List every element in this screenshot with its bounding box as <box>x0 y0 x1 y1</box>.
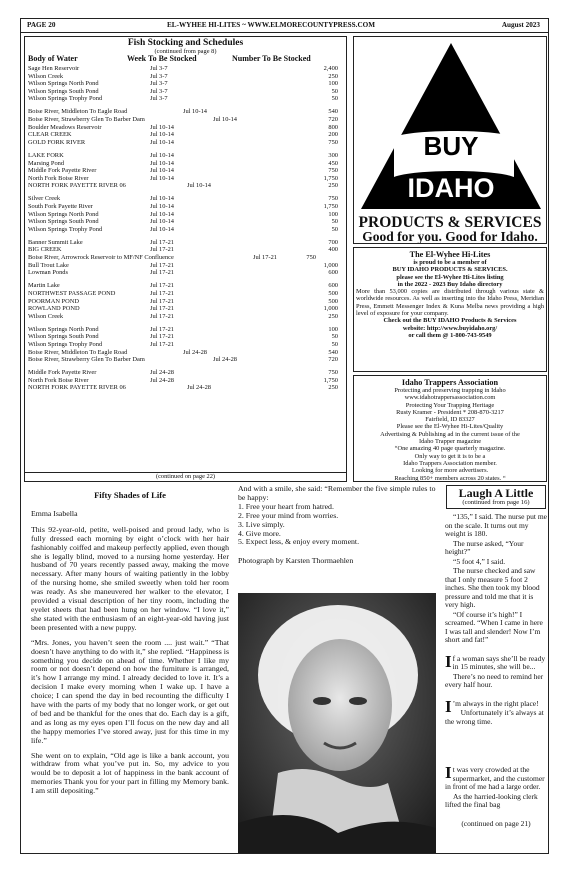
stock-week: Jul 10-14 <box>150 131 174 139</box>
stock-count: 500 <box>328 289 338 297</box>
stock-count: 250 <box>328 182 338 190</box>
drop-cap: I <box>445 696 452 716</box>
water-name: CLEAR CREEK <box>28 131 72 139</box>
rules-intro: And with a smile, she said: “Remember the five simple rules to be happy: <box>238 484 436 502</box>
stock-week: Jul 10-14 <box>150 225 174 233</box>
eye-right-shape <box>349 697 367 705</box>
water-name: POORMAN POND <box>28 297 79 305</box>
stock-count: 1,750 <box>323 376 338 384</box>
fish-table-row <box>25 254 346 262</box>
water-name: BIG CREEK <box>28 246 62 254</box>
el-wyhee-line1: is proud to be a member of <box>413 259 487 266</box>
stock-count: 250 <box>328 384 338 392</box>
fish-table-row <box>25 152 346 160</box>
trappers-line: Protecting Your Trapping Heritage <box>405 401 495 409</box>
water-name: North Fork Boise River <box>28 376 89 384</box>
stock-week: Jul 10-14 <box>150 159 174 167</box>
stock-count: 1,000 <box>323 261 338 269</box>
stock-week: Jul 17-21 <box>150 269 174 277</box>
fish-table-row <box>25 333 346 341</box>
joke-text: ’m always in the right place! <box>452 698 539 708</box>
stock-count: 800 <box>328 123 338 131</box>
drop-cap: I <box>445 651 452 671</box>
page-header <box>21 19 548 33</box>
column-number: Number To Be Stocked <box>232 54 311 63</box>
stock-count: 2,400 <box>323 65 338 72</box>
fish-table-row <box>25 203 346 211</box>
water-name: Martin Lake <box>28 282 60 290</box>
stock-count: 50 <box>331 95 338 103</box>
stock-count: 1,750 <box>323 174 338 182</box>
water-name: Wilson Springs South Pond <box>28 218 99 226</box>
stock-week: Jul 3-7 <box>150 65 168 72</box>
trappers-line: www.idahotrappersassociation.com <box>404 394 496 402</box>
trappers-line: Idaho Trapper magazine <box>418 438 482 446</box>
fish-continued-note: (continued on page 22) <box>25 472 346 481</box>
article-author: Emma Isabella <box>31 508 78 518</box>
stock-week: Jul 10-14 <box>150 138 174 146</box>
laugh-continued-note: (continued on page 21) <box>461 818 531 828</box>
column-body-of-water: Body of Water <box>28 54 78 63</box>
joke-paragraph: The nurse asked, “Your height?” <box>445 538 524 556</box>
stock-count: 720 <box>328 116 338 124</box>
portrait-illustration <box>238 593 436 853</box>
fish-table-row <box>25 298 346 306</box>
water-name: Silver Creek <box>28 195 61 203</box>
stock-count: 250 <box>328 312 338 320</box>
water-name: Wilson Springs North Pond <box>28 325 99 333</box>
fish-table-row <box>25 239 346 247</box>
laugh-title: Laugh A Little <box>458 486 534 500</box>
stock-count: 200 <box>328 131 338 139</box>
el-wyhee-line4: in the 2022 - 2023 Buy Idaho directory <box>397 280 503 288</box>
column-week: Week To Be Stocked <box>127 54 197 63</box>
fish-table-row <box>25 269 346 277</box>
stock-count: 250 <box>328 72 338 80</box>
stock-week: Jul 10-14 <box>150 123 174 131</box>
joke-paragraph: “5 foot 4,” I said. <box>453 556 506 566</box>
rule-item: 4. Give more. <box>238 528 281 538</box>
stock-week: Jul 17-21 <box>150 238 174 246</box>
stock-week: Jul 10-14 <box>150 167 174 175</box>
stock-count: 100 <box>328 210 338 218</box>
fish-stocking-box <box>24 36 347 482</box>
joke-paragraph: The nurse checked and saw that I only measure 5 foot 2 inches. She then took my blood pressure and told me that it is very high. <box>445 566 540 609</box>
elderly-woman-photo <box>238 593 436 853</box>
fish-table-header <box>25 55 346 65</box>
page-number: PAGE 20 <box>27 21 56 29</box>
newspaper-page <box>20 18 549 854</box>
fish-table-row <box>25 124 346 132</box>
fish-table-row <box>25 218 346 226</box>
logo-buy-text: BUY <box>423 131 479 161</box>
stock-count: 300 <box>328 151 338 159</box>
water-name: NORTHWEST PASSAGE POND <box>28 289 116 297</box>
stock-count: 700 <box>328 238 338 246</box>
trappers-line: Fairfield, ID 83327 <box>425 416 475 424</box>
stock-count: 750 <box>328 138 338 146</box>
publication-title: EL-WYHEE HI-LITES ~ WWW.ELMORECOUNTYPRESS.COM <box>167 21 376 29</box>
fish-table-row <box>25 108 346 116</box>
stock-count: 600 <box>328 282 338 290</box>
article-title: Fifty Shades of Life <box>94 490 166 500</box>
stock-count: 750 <box>328 167 338 175</box>
stock-count: 540 <box>328 108 338 116</box>
stock-week: Jul 17-21 <box>150 246 174 254</box>
stock-count: 750 <box>328 195 338 203</box>
stock-count: 600 <box>328 269 338 277</box>
stock-count: 450 <box>328 159 338 167</box>
stock-count: 750 <box>328 369 338 377</box>
laugh-a-little-header <box>446 485 546 509</box>
joke-block <box>445 763 547 810</box>
water-name: Banner Summit Lake <box>28 238 83 246</box>
stock-count: 50 <box>331 87 338 95</box>
fish-table-row <box>25 313 346 321</box>
stock-count: 50 <box>331 333 338 341</box>
stock-count: 400 <box>328 246 338 254</box>
trappers-line: Looking for more advertisers. <box>411 467 489 475</box>
logo-idaho-text: IDAHO <box>407 173 495 203</box>
joke-paragraph: “135,” I said. The nurse put me on the scale. It turns out my weight is 180. <box>445 512 548 538</box>
trappers-line: “One amazing 40 page quarterly magazine. <box>394 445 506 453</box>
el-wyhee-member-box <box>353 247 547 372</box>
stock-week: Jul 17-21 <box>150 333 174 341</box>
stock-week: Jul 24-28 <box>187 384 211 392</box>
article-paragraph: This 92-year-old, petite, well-poised and proud lady, who is fully dressed each morning by eight o’clock with her hair fashionably coiffed and makeup perfectly applied, even though she is legally blind, moved to a nursing home yesterday. Her husband of 70 years recently passed away, making the move necessary. After many hours of waiting patiently in the lobby of the nursing home, she smiled sweetly when told her room was ready. As she maneuvered her walker to the elevator, I provided a visual description of her tiny room, including the eyelet sheets that had been hung on her window. “I love it,” she stated with the enthusiasm of an eight-year-old having just been presented with a new puppy. <box>31 524 229 632</box>
trappers-line: Only way to get it is to be a <box>414 452 486 460</box>
fish-table-row <box>25 246 346 254</box>
joke-text: There’s no need to remind her every half hour. <box>445 671 544 689</box>
eye-left-shape <box>313 697 331 705</box>
buy-idaho-logo <box>354 37 547 213</box>
fish-table-row <box>25 384 346 392</box>
buy-idaho-phone: or call them @ 1-800-743-9549 <box>408 331 492 339</box>
stock-count: 50 <box>331 225 338 233</box>
water-name: GOLD FORK RIVER <box>28 138 86 146</box>
trappers-line: Reaching 850+ members across 20 states. “ <box>394 474 506 482</box>
idaho-trappers-box <box>353 375 547 482</box>
water-name: Marsing Pond <box>28 159 65 167</box>
joke-block <box>445 651 547 690</box>
stock-week: Jul 10-14 <box>150 151 174 159</box>
water-name: Wilson Springs South Pond <box>28 87 99 95</box>
rule-item: 3. Live simply. <box>238 519 285 529</box>
stock-week: Jul 24-28 <box>213 356 237 364</box>
stock-count: 1,750 <box>323 203 338 210</box>
fish-table-row <box>25 341 346 349</box>
el-wyhee-check-out: Check out the BUY IDAHO Products & Services <box>383 317 517 325</box>
stock-week: Jul 3-7 <box>150 80 168 88</box>
stock-week: Jul 10-14 <box>150 174 174 182</box>
water-name: NORTH FORK PAYETTE RIVER 06 <box>28 182 126 190</box>
article-paragraph: She went on to explain, “Old age is like a bank account, you withdraw from what you’ve put in. So, my advice to you would be to deposit a lot of happiness in the bank account of memories Thank you for your part in filling my Memory bank. I am still depositing.” <box>31 750 229 796</box>
stock-week: Jul 17-21 <box>150 282 174 290</box>
stock-count: 500 <box>328 297 338 305</box>
stock-week: Jul 24-28 <box>150 376 174 384</box>
water-name: Middle Fork Payette River <box>28 369 97 377</box>
stock-week: Jul 17-21 <box>150 289 174 297</box>
stock-week: Jul 10-14 <box>183 108 207 116</box>
fish-table-row <box>25 175 346 183</box>
fish-table-row <box>25 369 346 377</box>
rule-item: 1. Free your heart from hatred. <box>238 501 334 511</box>
fish-table-row <box>25 73 346 81</box>
fish-table-row <box>25 80 346 88</box>
trappers-line: Advertising & Publishing ad in the current issue of the <box>380 430 520 438</box>
fish-table-row <box>25 88 346 96</box>
trappers-line: Idaho Trappers Association member. <box>403 459 497 467</box>
fish-table-row <box>25 65 346 73</box>
drop-cap: I <box>445 763 452 782</box>
stock-week: Jul 24-28 <box>183 348 207 356</box>
fish-subtitle: (continued from page 8) <box>154 48 217 55</box>
fish-table-row <box>25 116 346 124</box>
fish-table-row <box>25 349 346 357</box>
trappers-line: Please see the El-Wyhee Hi-Lites/Quality <box>396 423 504 431</box>
water-name: Wilson Springs South Pond <box>28 333 99 341</box>
water-name: South Fork Payette River <box>28 203 93 210</box>
stock-week: Jul 17-21 <box>253 254 277 262</box>
fish-table-row <box>25 195 346 203</box>
buy-idaho-slogan: Good for you. Good for Idaho. <box>362 229 538 244</box>
water-name: Wilson Springs Trophy Pond <box>28 341 103 348</box>
el-wyhee-body <box>354 259 546 339</box>
stock-count: 750 <box>306 254 316 262</box>
stock-count: 540 <box>328 348 338 356</box>
water-name: North Fork Boise River <box>28 174 89 182</box>
water-name: Boise River, Middleton To Eagle Road <box>28 108 128 116</box>
fish-table-row <box>25 182 346 190</box>
joke-block <box>445 696 547 727</box>
fish-table-row <box>25 290 346 298</box>
water-name: Lowman Ponds <box>28 269 68 277</box>
water-name: Wilson Springs Trophy Pond <box>28 225 103 233</box>
water-name: Wilson Creek <box>28 312 64 320</box>
stock-week: Jul 3-7 <box>150 95 168 103</box>
rule-item: 5. Expect less, & enjoy every moment. <box>238 537 360 547</box>
el-wyhee-description: More than 53,000 copies are distributed through various state & worldwide resources. As well as inserting into the Idaho Press, Meridian Press, Emmett Messenger Index & Kuna Melba news providing a high level of exposure for your company. <box>356 288 544 318</box>
stock-count: 50 <box>331 341 338 348</box>
issue-date: August 2023 <box>501 21 540 29</box>
trappers-line: Protecting and preserving trapping in Idaho <box>394 387 506 394</box>
fish-table-row <box>25 211 346 219</box>
joke-text: As the harried-looking clerk lifted the final bag <box>445 791 538 809</box>
water-name: Wilson Springs Trophy Pond <box>28 95 103 103</box>
stock-week: Jul 17-21 <box>150 341 174 348</box>
joke-text: Unfortunately it’s always at the wrong time. <box>445 708 544 726</box>
stock-week: Jul 17-21 <box>150 312 174 320</box>
stock-week: Jul 10-14 <box>150 203 174 210</box>
stock-week: Jul 10-14 <box>187 182 211 190</box>
fish-table-row <box>25 160 346 168</box>
stock-week: Jul 17-21 <box>150 261 174 269</box>
joke-text: t was very crowded at the supermarket, and the customer in front of me had a large order. <box>445 765 545 791</box>
water-name: Boise River, Arrowrock Reservoir to MF/NF Confluence <box>28 254 174 262</box>
fish-table-row <box>25 282 346 290</box>
article-column-middle <box>238 485 437 566</box>
stock-week: Jul 3-7 <box>150 87 168 95</box>
water-name: LAKE FORK <box>28 151 64 159</box>
trappers-line: Rusty Kramer - President * 208-870-3217 <box>396 408 504 416</box>
water-name: Wilson Springs North Pond <box>28 80 99 88</box>
water-name: ROWLAND POND <box>28 305 80 313</box>
products-services-heading: PRODUCTS & SERVICES <box>358 214 542 231</box>
fish-table-row <box>25 139 346 147</box>
joke-text: f a woman says she’ll be ready in 15 minutes, she will be... <box>452 653 546 671</box>
water-name: Boise River, Middleton To Eagle Road <box>28 348 128 356</box>
stock-count: 100 <box>328 325 338 333</box>
joke-paragraph: “Of course it’s high!” I screamed. “When I came in here I was tall and slender! Now I’m short and fat!” <box>445 609 543 644</box>
water-name: Middle Fork Payette River <box>28 167 97 175</box>
el-wyhee-line3: please see the El-Wyhee Hi-Lites listing <box>396 273 504 281</box>
fish-table-row <box>25 356 346 364</box>
el-wyhee-line2: BUY IDAHO PRODUCTS & SERVICES. <box>392 266 508 274</box>
stock-week: Jul 17-21 <box>150 305 174 313</box>
water-name: Wilson Springs North Pond <box>28 210 99 218</box>
article-paragraph: “Mrs. Jones, you haven’t seen the room .... just wait.” “That doesn’t have anything to do with it,” she replied. “Happiness is something you decide on ahead of time. Whether I like my room or not doesn’t depend on how the furniture is arranged, it’s how I arrange my mind. I already decided to love it. It’s a decision I make every morning when I wake up. I have a choice; I can spend the day in bed recounting the difficulty I have with the parts of my body that no longer work, or get out of bed and be thankful for the ones that do. Each day is a gift, and as long as my eyes open I’ll focus on the new day and all the happy memories I’ve stored away, just for this time in my life.” <box>31 637 229 745</box>
stock-week: Jul 10-14 <box>213 116 237 124</box>
trappers-title: Idaho Trappers Association <box>401 378 499 387</box>
water-name: Sage Hen Reservoir <box>28 65 80 72</box>
fish-table-row <box>25 377 346 385</box>
stock-count: 1,000 <box>323 305 338 313</box>
water-name: NORTH FORK PAYETTE RIVER 06 <box>28 384 126 392</box>
fish-table-row <box>25 305 346 313</box>
el-wyhee-title: The El-Wyhee Hi-Lites <box>409 250 491 259</box>
stock-week: Jul 24-28 <box>150 369 174 377</box>
face-shape <box>288 639 392 771</box>
fish-table-row <box>25 226 346 234</box>
fish-table-row <box>25 167 346 175</box>
trappers-body <box>354 387 546 482</box>
water-name: Boulder Meadows Reservoir <box>28 123 102 131</box>
water-name: Boise River, Strawberry Glen To Barber Dam <box>28 116 145 124</box>
stock-count: 720 <box>328 356 338 364</box>
article-column-left <box>31 491 229 802</box>
water-name: Wilson Creek <box>28 72 64 80</box>
stock-week: Jul 10-14 <box>150 195 174 203</box>
fish-table-row <box>25 262 346 270</box>
buy-idaho-ad <box>353 36 547 244</box>
photo-credit: Photograph by Karsten Thormaehlen <box>238 556 354 566</box>
laugh-subtitle: (continued from page 16) <box>462 499 530 506</box>
stock-week: Jul 10-14 <box>150 218 174 226</box>
laugh-a-little-column <box>445 485 547 828</box>
water-name: Bull Trout Lake <box>28 261 69 269</box>
water-name: Boise River, Strawberry Glen To Barber Dam <box>28 356 145 364</box>
rule-item: 2. Free your mind from worries. <box>238 510 339 520</box>
stock-count: 100 <box>328 80 338 88</box>
fish-table-row <box>25 326 346 334</box>
fish-table-row <box>25 95 346 103</box>
fish-title: Fish Stocking and Schedules <box>127 38 244 48</box>
stock-week: Jul 10-14 <box>150 210 174 218</box>
fish-table-row <box>25 131 346 139</box>
stock-week: Jul 3-7 <box>150 72 168 80</box>
stock-week: Jul 17-21 <box>150 325 174 333</box>
buy-idaho-website: website: http://www.buyidaho.org/ <box>402 324 498 332</box>
stock-week: Jul 17-21 <box>150 297 174 305</box>
stock-count: 50 <box>331 218 338 226</box>
fish-table-body <box>25 65 346 392</box>
